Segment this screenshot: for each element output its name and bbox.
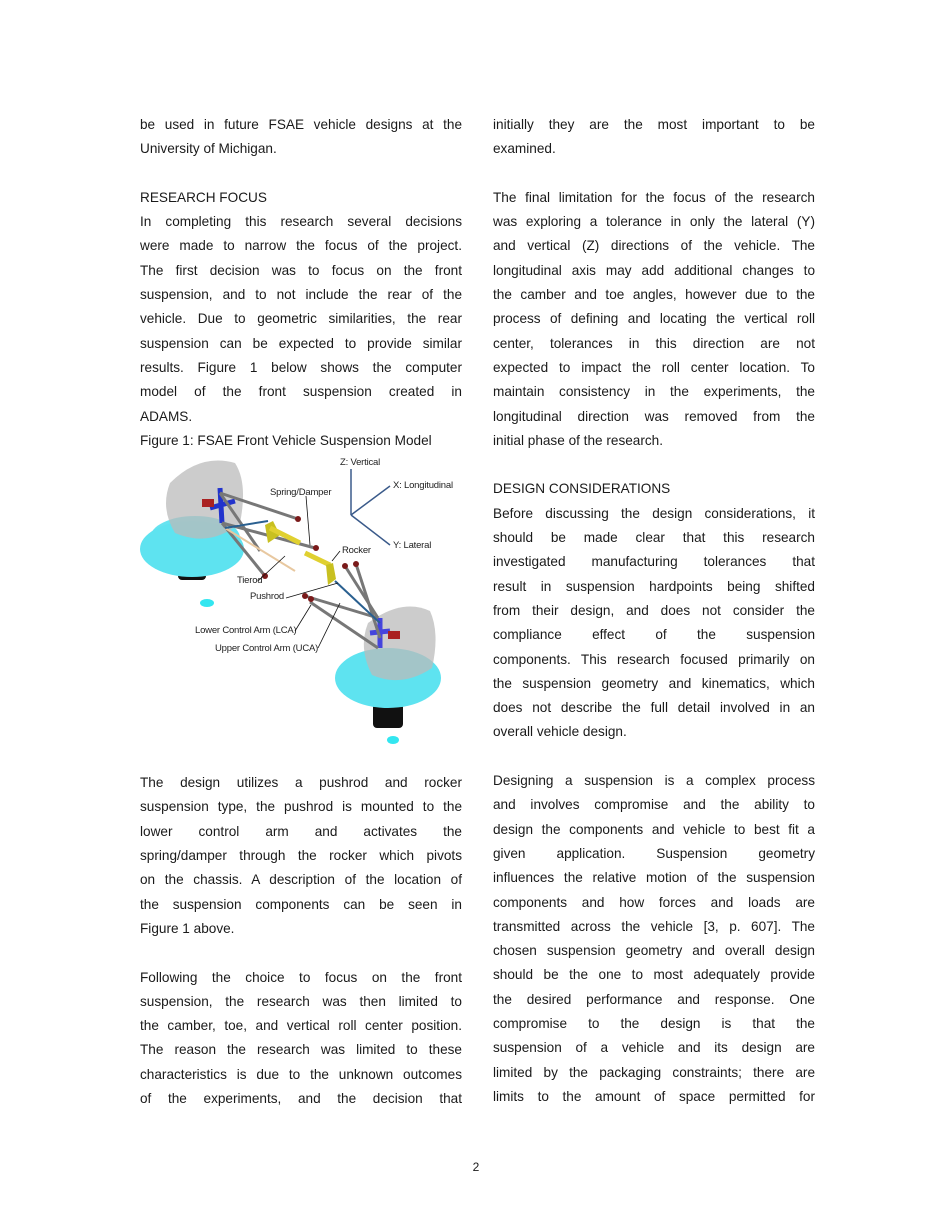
text-line: limits to the amount of space permitted for <box>493 1088 815 1104</box>
text-line: the suspension components can be seen in <box>140 896 462 912</box>
text-line: maintain consistency in the experiments, the <box>493 384 815 400</box>
text-line: expected to impact the roll center location. To <box>493 359 815 375</box>
text-line: components and how forces and loads are <box>493 894 815 910</box>
paragraph <box>140 113 462 162</box>
text-line: The design utilizes a pushrod and rocker <box>140 775 462 791</box>
axis-label-z: Z: Vertical <box>340 457 381 469</box>
text-line: characteristics is due to the unknown outcomes <box>140 1066 462 1082</box>
text-line: investigated manufacturing tolerances that <box>493 554 815 570</box>
text-line: initially they are the most important to be <box>493 117 815 132</box>
text-line: the suspension geometry and kinematics, which <box>493 675 815 691</box>
text-line: compliance effect of the suspension <box>493 627 815 643</box>
paragraph <box>493 113 815 162</box>
left-column <box>140 113 462 1111</box>
axis-label-y: Y: Lateral <box>393 540 432 552</box>
text-line: center, tolerances in this direction are not <box>493 335 815 351</box>
text-line: model of the front suspension created in <box>140 384 462 400</box>
label-spring-damper: Spring/Damper <box>270 487 332 499</box>
text-line: examined. <box>493 141 556 157</box>
text-line: lower control arm and activates the <box>140 823 462 839</box>
text-line: were made to narrow the focus of the project. <box>140 238 462 254</box>
axis-label-x: X: Longitudinal <box>393 480 453 492</box>
text-line: overall vehicle design. <box>493 724 627 740</box>
text-line: In completing this research several decisions <box>140 214 462 230</box>
text-line: The final limitation for the focus of the research <box>493 189 815 205</box>
text-line: the desired performance and response. One <box>493 991 815 1007</box>
text-line: vehicle. Due to geometric similarities, the rear <box>140 311 462 327</box>
text-line: does not describe the full detail involved in an <box>493 700 815 716</box>
paragraph <box>140 771 462 941</box>
text-line: of the experiments, and the decision that <box>140 1091 462 1107</box>
text-line: transmitted across the vehicle [3, p. 607]. The <box>493 918 815 934</box>
page-number: 2 <box>472 1160 480 1174</box>
text-line: suspension, and to not include the rear of the <box>140 287 462 303</box>
label-lca: Lower Control Arm (LCA) <box>195 625 297 637</box>
figure-caption: Figure 1: FSAE Front Vehicle Suspension Model <box>140 432 432 448</box>
text-line: and vertical (Z) directions of the vehicle. The <box>493 238 815 254</box>
text-line: spring/damper through the rocker which pivots <box>140 848 462 864</box>
text-line: process of defining and locating the vertical roll <box>493 311 815 327</box>
text-line: components. This research focused primarily on <box>493 651 815 667</box>
text-line: Figure 1 above. <box>140 920 235 936</box>
text-line: The reason the research was limited to these <box>140 1042 462 1058</box>
text-line: chosen suspension geometry and overall design <box>493 943 815 959</box>
text-line: and involves compromise and the ability to <box>493 797 815 813</box>
text-line: longitudinal direction was removed from the <box>493 408 815 424</box>
text-line: University of Michigan. <box>140 141 277 157</box>
text-line: suspension can be expected to provide similar <box>140 335 462 351</box>
text-line: be used in future FSAE vehicle designs at the <box>140 117 462 132</box>
text-line: Before discussing the design considerations, it <box>493 505 815 521</box>
label-rocker: Rocker <box>342 545 371 557</box>
text-line: from their design, and does not consider the <box>493 602 815 618</box>
right-column <box>493 113 815 1109</box>
section-heading: DESIGN CONSIDERATIONS <box>493 481 671 497</box>
text-line: suspension of a vehicle and its design are <box>493 1040 815 1056</box>
text-line: longitudinal axis may add additional changes to <box>493 262 815 278</box>
text-line: was exploring a tolerance in only the lateral (Y) <box>493 214 815 230</box>
text-line: design the components and vehicle to best fit a <box>493 821 815 837</box>
text-line: results. Figure 1 below shows the computer <box>140 359 462 375</box>
text-line: suspension type, the pushrod is mounted to the <box>140 799 462 815</box>
text-line: Designing a suspension is a complex process <box>493 773 815 789</box>
text-line: on the chassis. A description of the location of <box>140 872 462 888</box>
text-line: should be made clear that this research <box>493 530 815 546</box>
paragraph <box>493 186 815 453</box>
text-line: compromise to the design is that the <box>493 1015 815 1031</box>
text-line: the camber, toe, and vertical roll center position. <box>140 1018 462 1034</box>
label-uca: Upper Control Arm (UCA) <box>215 643 319 655</box>
text-line: suspension, the research was then limited to <box>140 993 462 1009</box>
text-line: given application. Suspension geometry <box>493 845 815 861</box>
paragraph <box>493 502 815 745</box>
label-tierod: Tierod <box>237 575 263 587</box>
text-line: Following the choice to focus on the front <box>140 969 462 985</box>
text-line: result in suspension hardpoints being shifted <box>493 578 815 594</box>
text-line: influences the relative motion of the suspension <box>493 870 815 886</box>
section-heading: RESEARCH FOCUS <box>140 189 267 205</box>
suspension-figure <box>140 453 462 771</box>
paragraph <box>493 769 815 1109</box>
text-line: ADAMS. <box>140 408 193 424</box>
text-line: The first decision was to focus on the front <box>140 262 462 278</box>
paragraph <box>140 210 462 429</box>
text-line: should be the one to most adequately provide <box>493 967 815 983</box>
suspension-model-image <box>140 453 462 771</box>
text-line: limited by the packaging constraints; there are <box>493 1064 815 1080</box>
text-line: initial phase of the research. <box>493 432 664 448</box>
paragraph <box>140 966 462 1112</box>
text-line: the camber and toe angles, however due to the <box>493 287 815 303</box>
label-pushrod: Pushrod <box>250 591 284 603</box>
